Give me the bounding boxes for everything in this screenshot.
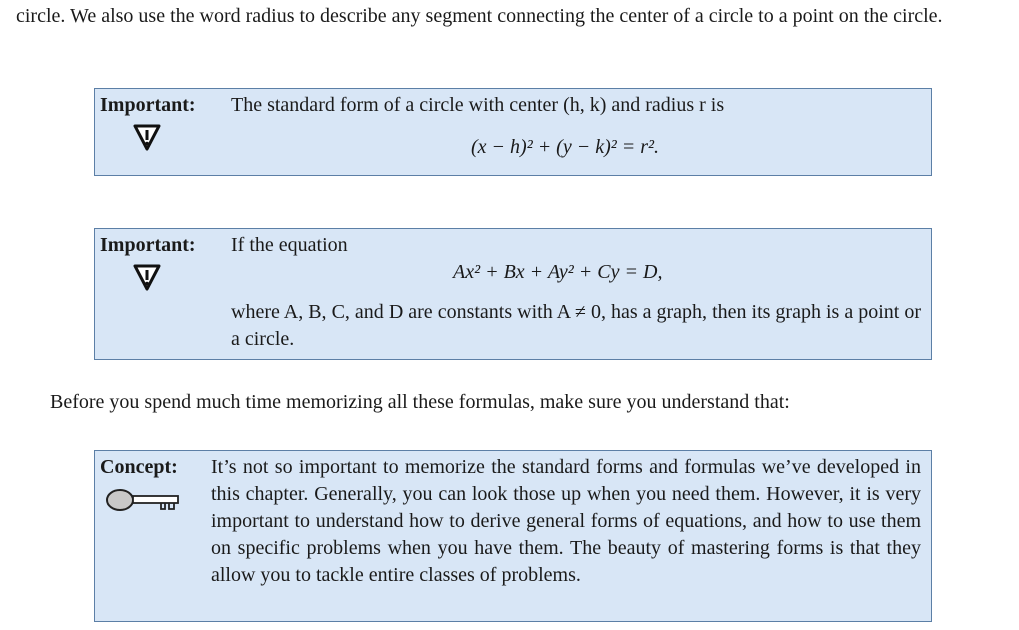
box-label: Important: bbox=[100, 94, 196, 116]
box-intro-text: If the equation bbox=[231, 234, 348, 256]
box-label: Concept: bbox=[100, 456, 178, 478]
key-icon bbox=[105, 487, 183, 513]
important-box-circle-standard-form bbox=[94, 88, 932, 176]
box-text: The standard form of a circle with center (h, k) and radius r is bbox=[231, 94, 725, 116]
equation-general-form: Ax² + Bx + Ay² + Cy = D, bbox=[453, 261, 663, 283]
transition-paragraph: Before you spend much time memorizing all these formulas, make sure you understand that: bbox=[50, 391, 790, 413]
warning-shield-icon bbox=[133, 263, 161, 291]
equation-circle-standard-form: (x − h)² + (y − k)² = r². bbox=[471, 136, 660, 158]
box-body-text: where A, B, C, and D are constants with A ≠ 0, has a graph, then its graph is a point or a circle. bbox=[231, 301, 921, 350]
intro-paragraph: circle. We also use the word radius to describe any segment connecting the center of a circle to a point on the circle. bbox=[16, 5, 943, 27]
concept-box bbox=[94, 450, 932, 622]
box-label: Important: bbox=[100, 234, 196, 256]
warning-shield-icon bbox=[133, 123, 161, 151]
important-box-general-equation bbox=[94, 228, 932, 360]
box-body-text: It’s not so important to memorize the standard forms and formulas we’ve developed in this chapter. Generally, you can look those up when you need them. However, it is very important to understand how to derive general forms of equations, and how to use them on specific problems when you have them. The beauty of mastering forms is that they allow you to tackle entire classes of problems. bbox=[211, 456, 921, 586]
